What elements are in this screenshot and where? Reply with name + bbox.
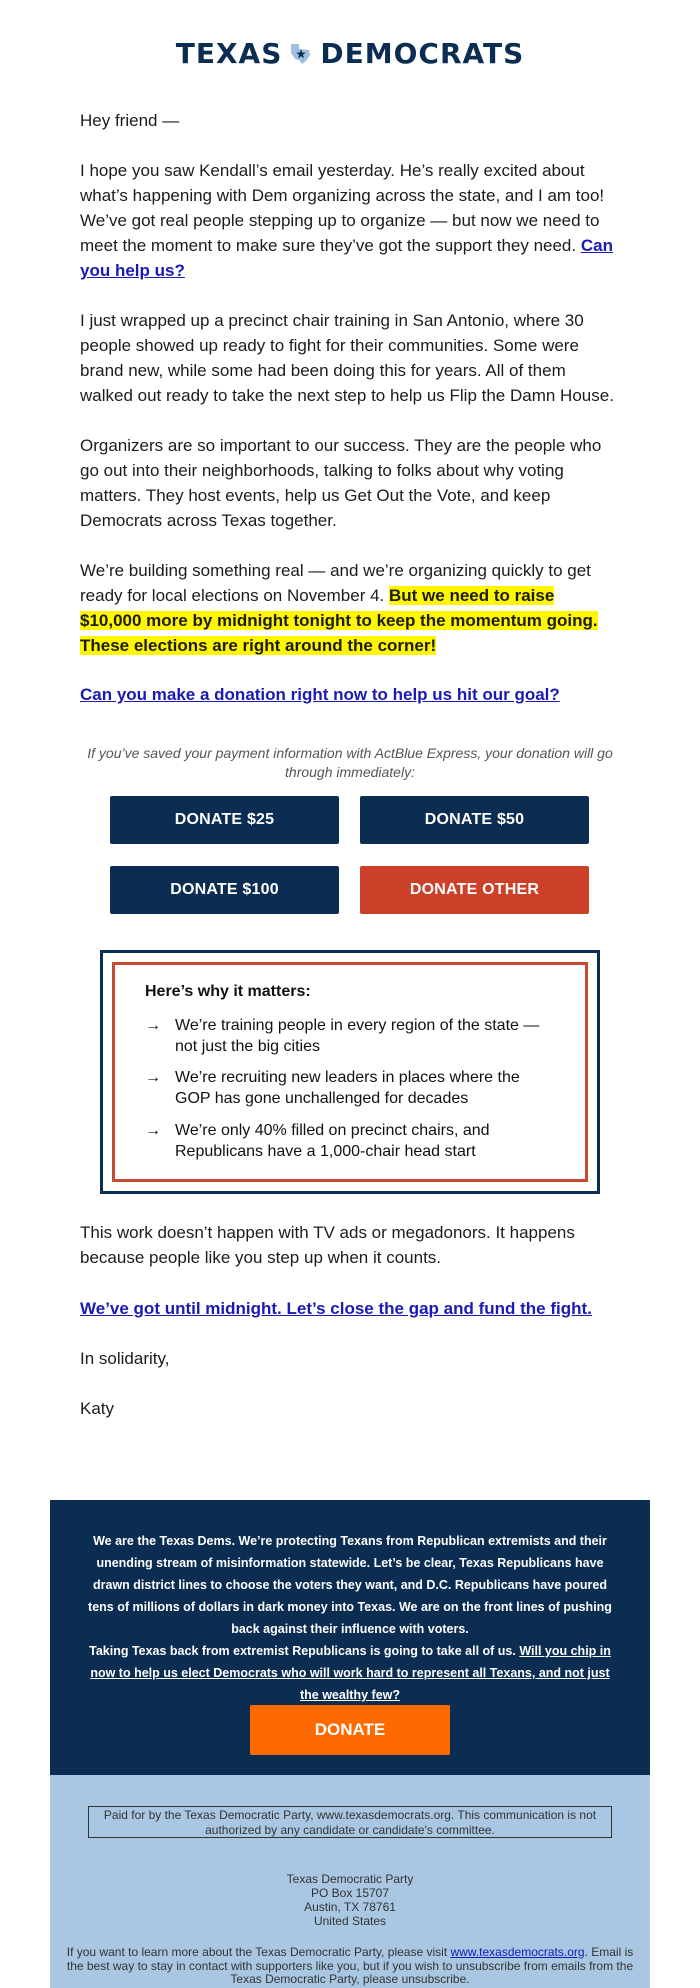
- midnight-ask: [80, 1296, 620, 1321]
- unsub-pre-text: If you want to learn more about the Texas Democratic Party, please visit: [66, 1945, 451, 1959]
- why-item: [145, 1067, 555, 1109]
- paragraph-5: This work doesn’t happen with TV ads or megadonors. It happens because people like you step up when it counts.: [80, 1223, 575, 1267]
- logo-text-democrats: DEMOCRATS: [320, 37, 525, 70]
- paragraph-4: [80, 558, 620, 658]
- footer-chip-in-link[interactable]: Will you chip in now to help us elect Democrats who will work hard to represent all Texans, and not just the wealthy few?: [90, 1644, 611, 1702]
- can-you-help-link[interactable]: Can you help us?: [80, 236, 613, 280]
- greeting: Hey friend —: [80, 111, 180, 130]
- signoff: In solidarity,: [80, 1349, 170, 1368]
- donate-25-button[interactable]: DONATE $25: [110, 796, 339, 844]
- address-org: Texas Democratic Party: [286, 1872, 414, 1886]
- website-link[interactable]: www.texasdemocrats.org: [450, 1945, 585, 1959]
- actblue-express-note: If you’ve saved your payment information with ActBlue Express, your donation will go through immediately:: [87, 745, 613, 780]
- why-item-text: We’re training people in every region of the state — not just the big cities: [175, 1017, 540, 1055]
- address-box: PO Box 15707: [310, 1886, 390, 1900]
- footer-about-section: [50, 1500, 650, 1775]
- paragraph-3: Organizers are so important to our success. They are the people who go out into their neighborhoods, talking to folks about why voting matters. They host events, help us Get Out the Vote, and keep Democrats across Texas together.: [80, 436, 602, 530]
- donation-ask-link[interactable]: Can you make a donation right now to help us hit our goal?: [80, 685, 560, 704]
- close-the-gap-link[interactable]: We’ve got until midnight. Let’s close the gap and fund the fight.: [80, 1299, 592, 1318]
- texas-star-icon: [288, 40, 314, 66]
- footer-ask: [80, 1640, 620, 1706]
- paragraph-1: [80, 158, 620, 283]
- paid-for-disclaimer: Paid for by the Texas Democratic Party, www.texasdemocrats.org. This communication is not authorized by any candidate or candidate's committee.: [88, 1806, 612, 1838]
- why-item: [145, 1015, 555, 1057]
- why-item-text: We’re recruiting new leaders in places where the GOP has gone unchallenged for decades: [175, 1069, 520, 1107]
- donate-50-button[interactable]: DONATE $50: [360, 796, 589, 844]
- donate-100-button[interactable]: DONATE $100: [110, 866, 339, 914]
- unsub-post-text: . Email is the best way to stay in contact with supporters like you, but if you wish to unsubscribe from emails from the Texas Democratic Party, please unsubscribe.: [66, 1945, 634, 1986]
- address-country: United States: [313, 1914, 387, 1928]
- footer-ask-text: Taking Texas back from extremist Republicans is going to take all of us.: [89, 1644, 520, 1658]
- why-item: [145, 1120, 555, 1162]
- signature: Katy: [80, 1399, 115, 1418]
- arrow-right-icon: →: [145, 1122, 161, 1139]
- logo-text-texas: TEXAS: [175, 37, 283, 70]
- donate-other-button[interactable]: DONATE OTHER: [360, 866, 589, 914]
- texas-democrats-logo[interactable]: [50, 37, 650, 71]
- mailing-address: [50, 1872, 650, 1928]
- arrow-right-icon: →: [145, 1069, 161, 1086]
- arrow-right-icon: →: [145, 1017, 161, 1034]
- why-it-matters-title: Here’s why it matters:: [145, 983, 311, 1000]
- why-it-matters-box: [100, 950, 600, 1194]
- unsubscribe-text: [64, 1946, 636, 1987]
- footer-donate-button[interactable]: DONATE: [250, 1705, 450, 1755]
- paragraph-4-text: We’re building something real — and we’re organizing quickly to get ready for local elections on November 4.: [80, 561, 591, 605]
- highlighted-goal-text: But we need to raise $10,000 more by midnight tonight to keep the momentum going. These elections are right around the corner!: [80, 586, 598, 655]
- paragraph-2: I just wrapped up a precinct chair training in San Antonio, where 30 people showed up ready to fight for their communities. Some were brand new, while some had been doing this for years. All of them walked out ready to take the next step to help us Flip the Damn House.: [80, 311, 614, 405]
- paragraph-1-text: I hope you saw Kendall’s email yesterday. He’s really excited about what’s happening with Dem organizing across the state, and I am too! We’ve got real people stepping up to organize — but now we need to meet the moment to make sure they’ve got the support they need.: [80, 161, 605, 255]
- footer-about-text: We are the Texas Dems. We’re protecting Texans from Republican extremists and their unending stream of misinformation statewide. Let’s be clear, Texas Republicans have drawn district lines to choose the voters they want, and D.C. Republicans have poured tens of millions of dollars in dark money into Texas. We are on the front lines of pushing back against their influence with voters.: [88, 1534, 612, 1636]
- donation-ask: [80, 682, 620, 707]
- footer-legal-section: [50, 1775, 650, 1988]
- why-it-matters-inner-border: [112, 962, 588, 1182]
- why-item-text: We’re only 40% filled on precinct chairs, and Republicans have a 1,000-chair head start: [175, 1122, 490, 1160]
- address-city: Austin, TX 78761: [304, 1900, 396, 1914]
